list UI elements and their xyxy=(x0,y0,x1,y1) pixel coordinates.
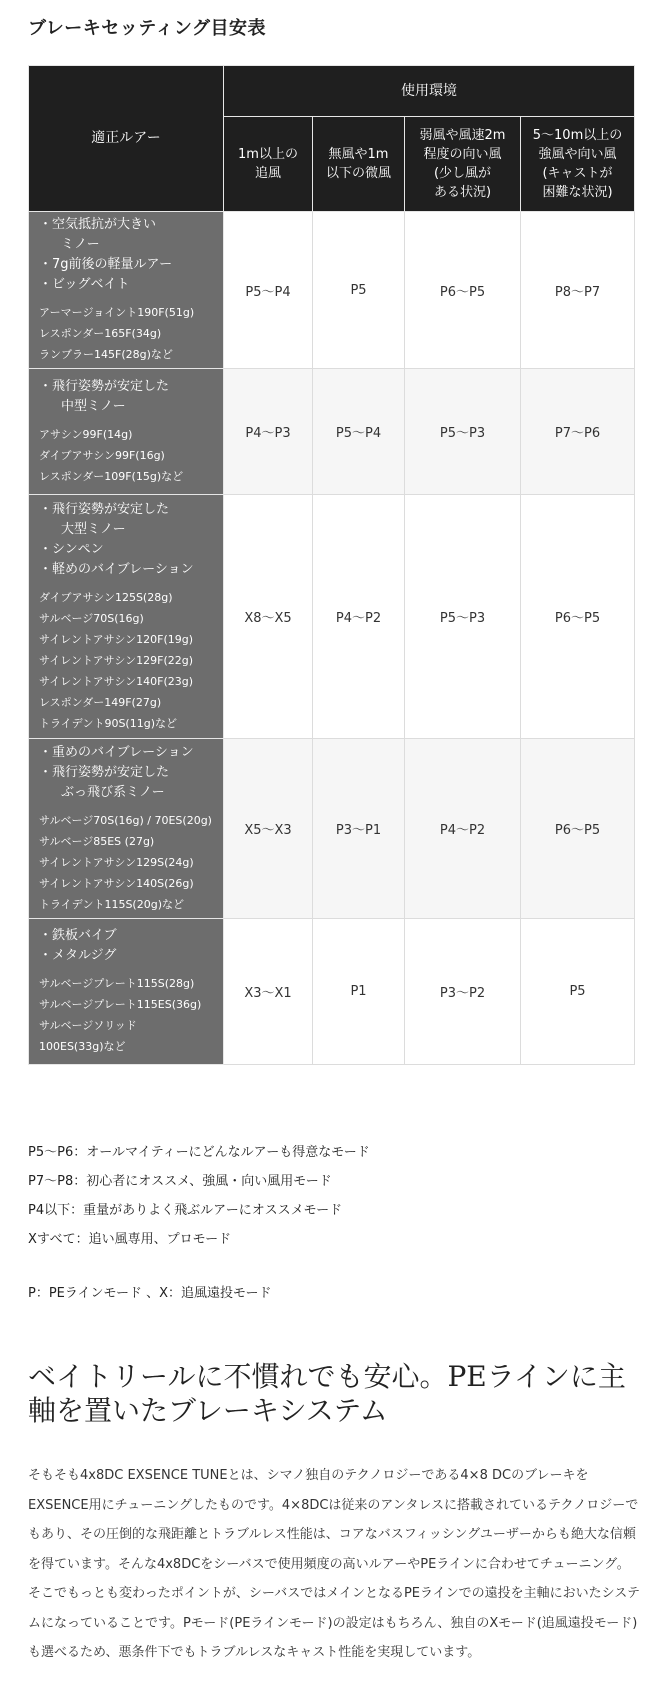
lure-model: ダイブアサシン99F(16g) xyxy=(39,448,165,462)
section-body-text: そもそも4x8DC EXSENCE TUNEとは、シマノ独自のテクノロジーである4×8 DCのブレーキをEXSENCE用にチューニングしたものです。4×8DCは従来のアンタレスに搭載されているテクノロジーでもあり、その圧倒的な飛距離とトラブルレス性能は、コアなバスフィッシングユーザーからも絶大な信頼を得ています。そんな4x8DCをシーバスで使用頻度の高いルアーやPEラインに合わせてチューニング。そこでもっとも変わったポイントが、シーバスではメインとなるPEラインでの遠投を主軸においたシステムになっていることです。Pモード(PEラインモード)の設定はもちろん、独自のXモード(追風遠投モード)も選べるため、悪条件下でもトラブルレスなキャスト性能を実現しています。 xyxy=(28,1468,640,1660)
brake-value-cell: P1 xyxy=(313,919,405,1065)
lure-model: ダイブアサシン125S(28g) xyxy=(39,590,173,604)
lure-cell xyxy=(29,212,224,369)
lure-type: ・ビッグベイト xyxy=(39,277,130,292)
legend-item: P7〜P8：初心者にオススメ、強風・向い風用モード xyxy=(28,1174,332,1189)
lure-cell xyxy=(29,739,224,919)
brake-value-cell: X5〜X3 xyxy=(224,739,313,919)
lure-type: ・7g前後の軽量ルアー xyxy=(39,257,173,272)
brake-value-cell: P3〜P1 xyxy=(313,739,405,919)
lure-type: ・飛行姿勢が安定した xyxy=(39,764,170,780)
legend-item: Xすべて：追い風専用、プロモード xyxy=(28,1232,232,1247)
lure-model: サルベージ85ES (27g) xyxy=(39,834,155,848)
brake-value-cell: P5〜P4 xyxy=(224,212,313,369)
table-row xyxy=(29,495,635,739)
mode-legend xyxy=(28,1138,370,1254)
brake-value-cell: P6〜P5 xyxy=(521,739,635,919)
lure-type: ・空気抵抗が大きい xyxy=(39,217,157,232)
brake-value-cell: P5〜P3 xyxy=(405,495,521,739)
brake-value-cell: P4〜P2 xyxy=(405,739,521,919)
lure-column-header: 適正ルアー xyxy=(29,66,224,212)
environment-header: 使用環境 xyxy=(224,66,635,117)
lure-type: ・軽めのバイブレーション xyxy=(39,561,194,577)
lure-model: サイレントアサシン129F(22g) xyxy=(39,653,194,667)
lure-model: トライデント90S(11g)など xyxy=(39,716,177,730)
section-heading: ベイトリールに不慣れでも安心。PEラインに主軸を置いたブレーキシステム xyxy=(28,1360,626,1427)
env-column-header: 無風や1m 以下の微風 xyxy=(313,117,405,212)
lure-model: ランブラー145F(28g)など xyxy=(39,348,173,361)
brake-value-cell: P4〜P2 xyxy=(313,495,405,739)
brake-value-cell: P4〜P3 xyxy=(224,369,313,495)
lure-type: ミノー xyxy=(61,237,100,252)
lure-model: サルベージプレート115ES(36g) xyxy=(39,998,202,1011)
brake-value-cell: P5〜P4 xyxy=(313,369,405,495)
lure-model: サイレントアサシン140S(26g) xyxy=(39,876,194,890)
lure-model: レスポンダー165F(34g) xyxy=(39,327,162,340)
table-row xyxy=(29,369,635,495)
lure-type: 中型ミノー xyxy=(61,398,126,414)
lure-type: ・鉄板バイブ xyxy=(39,928,117,943)
lure-model: サイレントアサシン120F(19g) xyxy=(39,632,194,646)
lure-model: サイレントアサシン129S(24g) xyxy=(39,855,194,869)
lure-type: ぶっ飛び系ミノー xyxy=(61,784,165,800)
brake-value-cell: P7〜P6 xyxy=(521,369,635,495)
brake-value-cell: X3〜X1 xyxy=(224,919,313,1065)
lure-model: サルベージ70S(16g) xyxy=(39,611,144,625)
table-row xyxy=(29,739,635,919)
legend-item: P4以下：重量がありよく飛ぶルアーにオススメモード xyxy=(28,1203,343,1218)
lure-model: サルベージ70S(16g) / 70ES(20g) xyxy=(39,813,212,827)
lure-type: ・飛行姿勢が安定した xyxy=(39,501,170,517)
brake-value-cell: P3〜P2 xyxy=(405,919,521,1065)
lure-type: 大型ミノー xyxy=(61,521,126,537)
lure-cell xyxy=(29,919,224,1065)
lure-model: アサシン99F(14g) xyxy=(39,427,133,441)
legend-item: P5〜P6：オールマイティーにどんなルアーも得意なモード xyxy=(28,1145,370,1160)
table-row xyxy=(29,212,635,369)
lure-type: ・飛行姿勢が安定した xyxy=(39,378,170,394)
lure-model: サルベージプレート115S(28g) xyxy=(39,977,195,990)
page-title: ブレーキセッティング目安表 xyxy=(28,18,266,39)
lure-model: レスポンダー149F(27g) xyxy=(39,695,162,709)
env-column-header: 5〜10m以上の 強風や向い風 (キャストが 困難な状況) xyxy=(521,117,635,212)
brake-value-cell: P6〜P5 xyxy=(405,212,521,369)
lure-cell xyxy=(29,369,224,495)
lure-cell xyxy=(29,495,224,739)
lure-type: ・シンペン xyxy=(39,541,104,557)
env-column-header: 弱風や風速2m 程度の向い風 (少し風が ある状況) xyxy=(405,117,521,212)
lure-model: サルベージソリッド xyxy=(39,1019,137,1032)
table-row xyxy=(29,919,635,1065)
lure-model: トライデント115S(20g)など xyxy=(39,897,184,911)
brake-value-cell: P5〜P3 xyxy=(405,369,521,495)
env-column-header: 1m以上の 追風 xyxy=(224,117,313,212)
brake-setting-table xyxy=(28,65,635,1065)
lure-model: サイレントアサシン140F(23g) xyxy=(39,674,194,688)
brake-value-cell: X8〜X5 xyxy=(224,495,313,739)
brake-value-cell: P5 xyxy=(313,212,405,369)
lure-model: レスポンダー109F(15g)など xyxy=(39,469,184,483)
mode-note: P：PEラインモード 、X：追風遠投モード xyxy=(28,1286,272,1301)
lure-type: ・メタルジグ xyxy=(39,948,117,963)
lure-type: ・重めのバイブレーション xyxy=(39,744,194,760)
brake-value-cell: P5 xyxy=(521,919,635,1065)
brake-value-cell: P8〜P7 xyxy=(521,212,635,369)
lure-model: 100ES(33g)など xyxy=(39,1040,126,1053)
brake-value-cell: P6〜P5 xyxy=(521,495,635,739)
lure-model: アーマージョイント190F(51g) xyxy=(39,306,195,319)
